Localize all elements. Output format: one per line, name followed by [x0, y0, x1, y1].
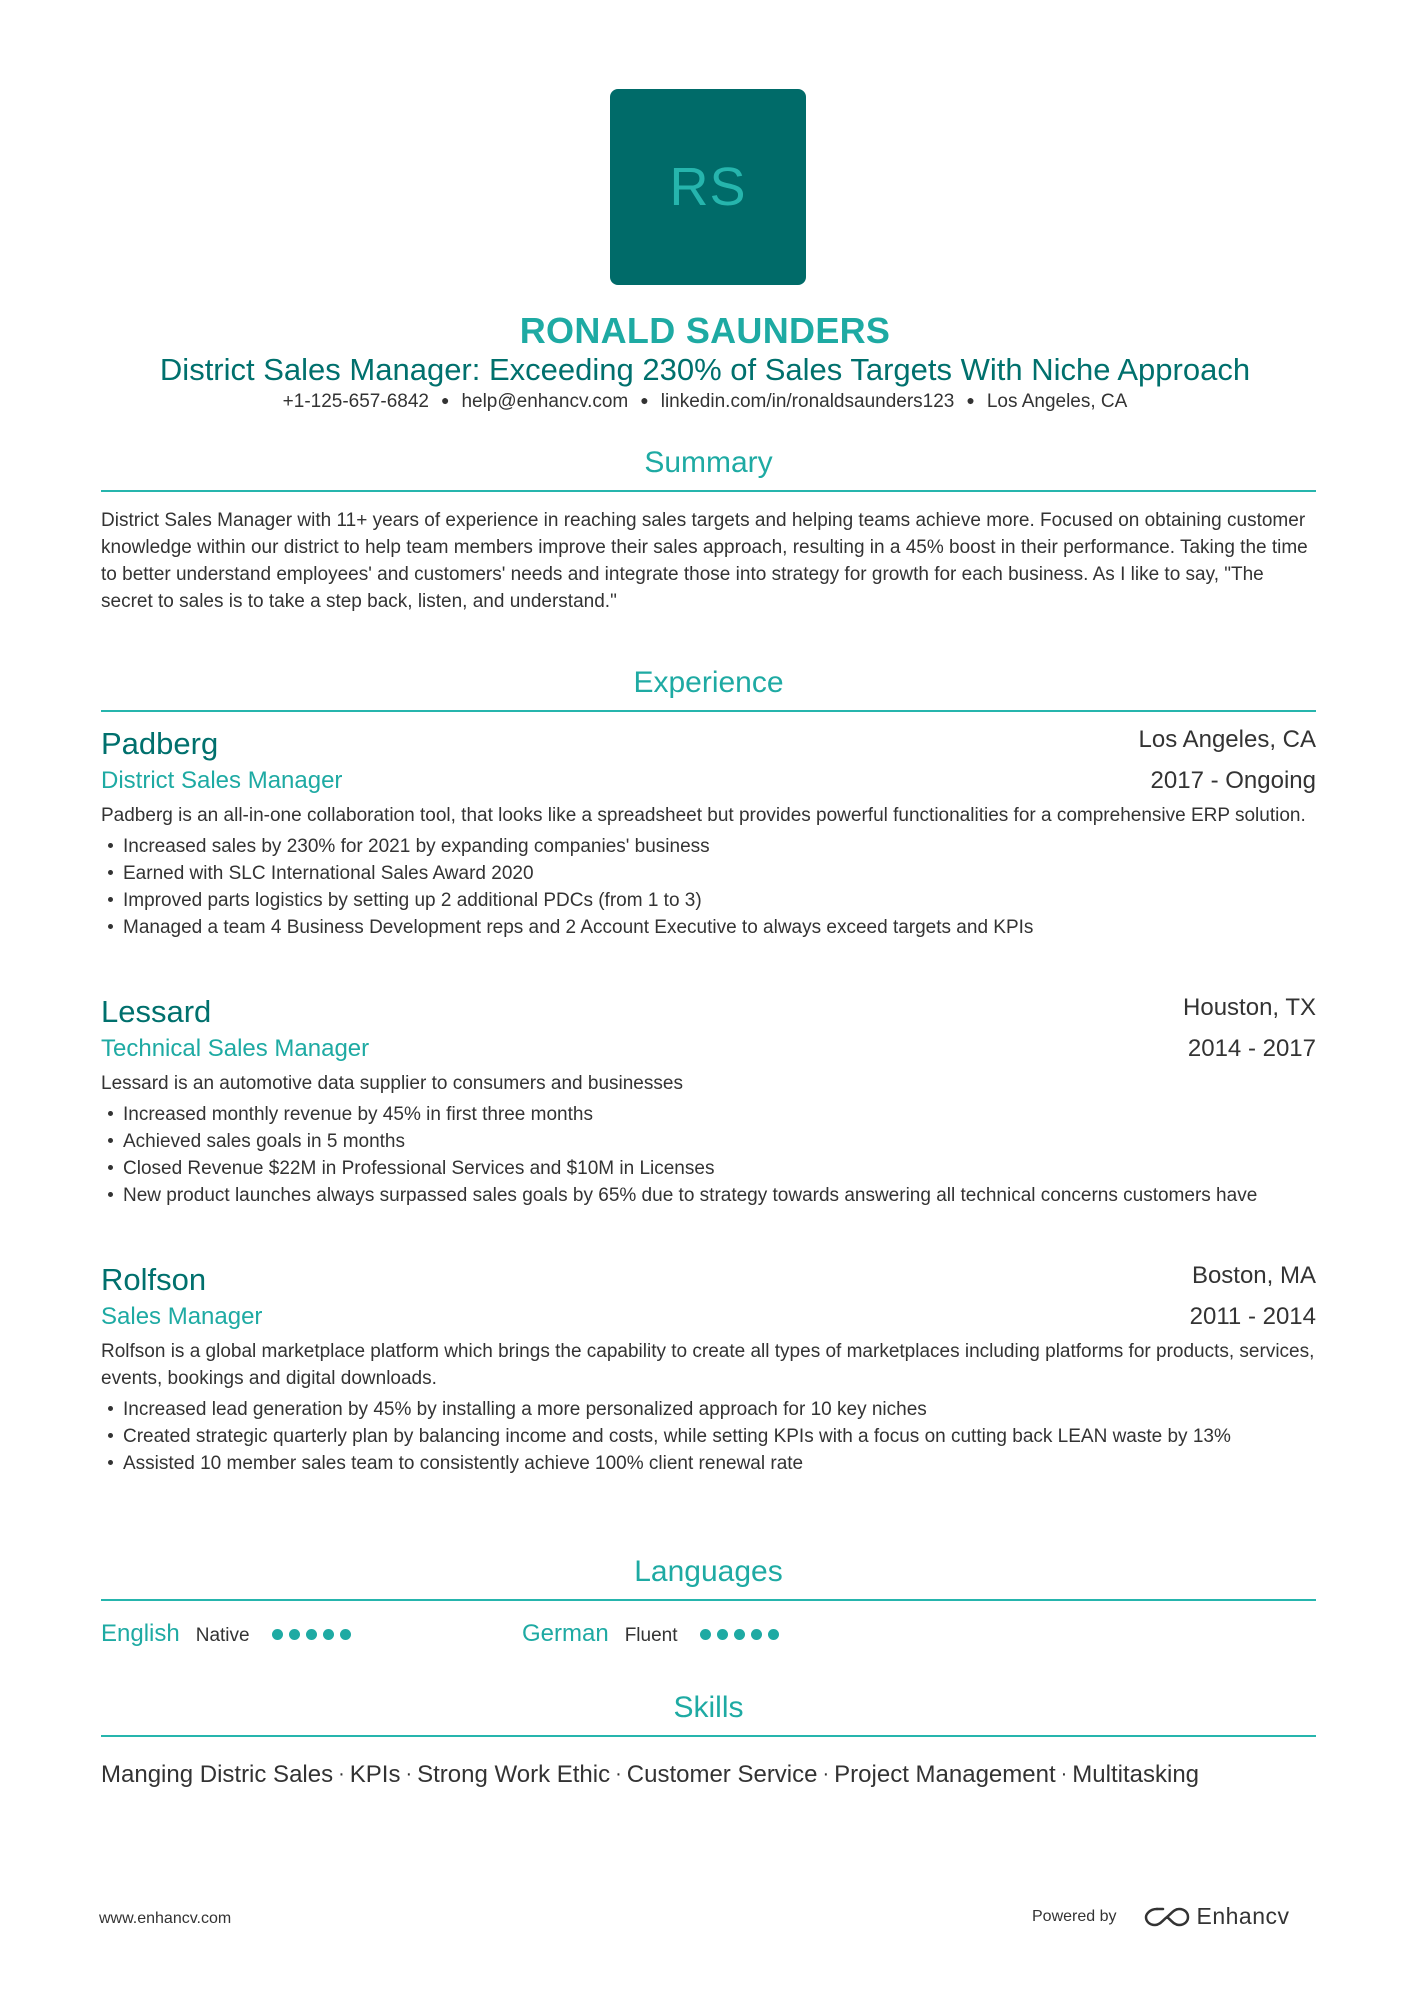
achievement-item: Achieved sales goals in 5 months [101, 1128, 1316, 1155]
language-level: Fluent [624, 1625, 678, 1646]
experience-divider [101, 710, 1316, 712]
language-entry [522, 1620, 785, 1648]
rating-dot [717, 1629, 728, 1640]
linkedin-link[interactable]: linkedin.com/in/ronaldsaunders123 [660, 391, 955, 412]
achievement-list [101, 833, 1316, 941]
rating-dot [751, 1629, 762, 1640]
rating-dot [272, 1629, 283, 1640]
summary-heading: Summary [644, 446, 773, 479]
rating-dot [289, 1629, 300, 1640]
job-role: District Sales Manager [101, 767, 343, 794]
company-description: Padberg is an all-in-one collaboration tool, that looks like a spreadsheet but provides powerful functionalities for a comprehensive ERP solution. [101, 805, 1306, 826]
company-name: Padberg [101, 726, 219, 761]
website-link[interactable]: www.enhancv.com [99, 1910, 232, 1927]
achievement-list [101, 1101, 1316, 1209]
job-dates: 2011 - 2014 [1189, 1303, 1316, 1330]
achievement-item: Increased monthly revenue by 45% in first three months [101, 1101, 1316, 1128]
achievement-item: Managed a team 4 Business Development reps and 2 Account Executive to always exceed targets and KPIs [101, 914, 1316, 941]
phone-text: +1-125-657-6842 [282, 391, 429, 412]
language-entry [101, 1620, 357, 1648]
achievement-item: Assisted 10 member sales team to consistently achieve 100% client renewal rate [101, 1450, 1316, 1477]
job-role: Sales Manager [101, 1303, 263, 1330]
language-level: Native [195, 1625, 250, 1646]
company-name: Lessard [101, 994, 212, 1029]
bullet-separator: ● [440, 392, 450, 408]
avatar [610, 89, 806, 285]
skills-divider [101, 1735, 1316, 1737]
rating-dot [734, 1629, 745, 1640]
skill-item: Multitasking [1072, 1761, 1200, 1788]
company-description: Rolfson is a global marketplace platform which brings the capability to create all types of marketplaces including platforms for products, services, events, bookings and digital downloads. [101, 1341, 1315, 1389]
job-entry [101, 1262, 1316, 1477]
brand-name: Enhancv [1196, 1903, 1290, 1929]
bullet-separator: ● [640, 392, 649, 408]
bullet-separator: ● [966, 392, 975, 408]
achievement-list [101, 1396, 1316, 1477]
experience-heading: Experience [633, 666, 784, 699]
language-name: English [101, 1620, 180, 1647]
job-entry [101, 994, 1316, 1209]
skill-separator: · [405, 1763, 413, 1785]
powered-by [1032, 1903, 1290, 1930]
skill-item: Project Management [834, 1761, 1056, 1788]
summary-divider [101, 490, 1316, 492]
achievement-item: Earned with SLC International Sales Award 2020 [101, 860, 1316, 887]
rating-dot [323, 1629, 334, 1640]
job-role: Technical Sales Manager [101, 1035, 370, 1062]
location-text: Los Angeles, CA [986, 391, 1128, 412]
language-rating [272, 1629, 357, 1640]
skill-item: KPIs [349, 1761, 401, 1788]
summary-text: District Sales Manager with 11+ years of experience in reaching sales targets and helping teams achieve more. Focused on obtaining customer knowledge within our district to help team members improve their sales approach, resulting in a 45% boost in their performance. Taking the time to better understand employees' and customers' needs and integrate those into strategy for growth for each business. As I like to say, "The secret to sales is to take a step back, listen, and understand." [101, 510, 1308, 612]
achievement-item: Closed Revenue $22M in Professional Services and $10M in Licenses [101, 1155, 1316, 1182]
powered-by-text: Powered by [1032, 1907, 1117, 1925]
avatar-initials: RS [669, 157, 747, 217]
job-dates: 2017 - Ongoing [1150, 767, 1316, 794]
rating-dot [768, 1629, 779, 1640]
contact-info [0, 391, 1410, 413]
company-name: Rolfson [101, 1262, 207, 1297]
skill-separator: · [615, 1763, 622, 1785]
job-location: Los Angeles, CA [1138, 726, 1316, 753]
candidate-name: RONALD SAUNDERS [519, 310, 891, 351]
achievement-item: Increased sales by 230% for 2021 by expanding companies' business [101, 833, 1316, 860]
job-dates: 2014 - 2017 [1187, 1035, 1316, 1062]
brand-logo[interactable] [1143, 1903, 1290, 1930]
skill-separator: · [338, 1763, 345, 1785]
achievement-item: Improved parts logistics by setting up 2 additional PDCs (from 1 to 3) [101, 887, 1316, 914]
enhancv-logo-icon [1143, 1904, 1191, 1930]
email-link[interactable]: help@enhancv.com [461, 391, 629, 412]
language-name: German [522, 1620, 609, 1647]
skills-heading: Skills [673, 1691, 744, 1724]
skill-separator: · [1060, 1763, 1068, 1785]
skill-item: Strong Work Ethic [417, 1761, 611, 1788]
languages-divider [101, 1599, 1316, 1601]
skill-separator: · [822, 1763, 830, 1785]
company-description: Lessard is an automotive data supplier to consumers and businesses [101, 1073, 683, 1094]
achievement-item: New product launches always surpassed sales goals by 65% due to strategy towards answering all technical concerns customers have [101, 1182, 1316, 1209]
rating-dot [340, 1629, 351, 1640]
job-location: Boston, MA [1191, 1262, 1316, 1289]
skill-item: Manging Distric Sales [101, 1761, 334, 1788]
language-rating [700, 1629, 785, 1640]
achievement-item: Increased lead generation by 45% by installing a more personalized approach for 10 key niches [101, 1396, 1316, 1423]
skills-list [101, 1761, 1199, 1789]
skill-item: Customer Service [626, 1761, 818, 1788]
rating-dot [306, 1629, 317, 1640]
achievement-item: Created strategic quarterly plan by balancing income and costs, while setting KPIs with a focus on cutting back LEAN waste by 13% [101, 1423, 1316, 1450]
candidate-headline: District Sales Manager: Exceeding 230% of Sales Targets With Niche Approach [159, 352, 1251, 387]
job-entry [101, 726, 1316, 941]
job-location: Houston, TX [1183, 994, 1316, 1021]
rating-dot [700, 1629, 711, 1640]
languages-heading: Languages [634, 1555, 783, 1588]
